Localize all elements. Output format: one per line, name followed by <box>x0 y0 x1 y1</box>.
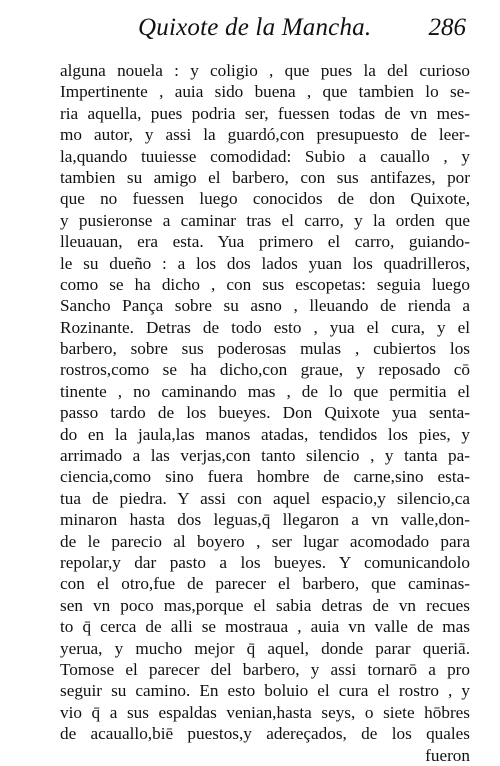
text-line: ria aquella, pues podria ser, fuessen todas de vn mes- <box>60 103 470 123</box>
text-line: como se ha dicho , con sus escopetas: seguia luego <box>60 274 470 294</box>
text-line: tambien su amigo el barbero, con sus antifazes, por <box>60 167 470 187</box>
text-line: que no fuessen luego conocidos de don Quixote, <box>60 189 470 209</box>
text-line: arrimado a las verjas,con tanto silencio , y tanta pa- <box>60 446 470 466</box>
text-line: minaron hasta dos leguas,q̄ llegaron a vn valle,don- <box>60 510 470 530</box>
text-line: alguna nouela : y coligio , que pues la del curioso <box>60 61 470 80</box>
text-line: de le parecio al boyero , ser lugar acomodado para <box>60 531 470 551</box>
text-line: con el otro,fue de parecer el barbero, que caminas- <box>60 574 470 594</box>
text-line: la,quando tuuiesse comodidad: Subio a cauallo , y <box>60 146 470 166</box>
text-line: y pusieronse a caminar tras el carro, y la orden que <box>60 210 470 230</box>
text-line: tinente , no caminando mas , de lo que permitia el <box>60 381 470 401</box>
text-line: Rozinante. Detras de todo esto , yua el cura, y el <box>60 317 470 337</box>
body-text <box>60 60 470 766</box>
text-line: de acauallo,biē puestos,y adereçados, de los quales <box>60 724 470 744</box>
text-line: ciencia,como sino fuera hombre de carne,sino esta- <box>60 467 470 487</box>
text-line: do en la jaula,las manos atadas, tendidos los pies, y <box>60 424 470 444</box>
text-line: lleuauan, era esta. Yua primero el carro, guiando- <box>60 232 470 252</box>
text-line: to q̄ cerca de alli se mostraua , auia vn valle de mas <box>60 617 470 637</box>
text-line: fueron <box>425 745 470 765</box>
text-line: vio q̄ a sus espaldas venian,hasta seys, o siete hōbres <box>60 702 470 722</box>
text-line: Sancho Pança sobre su asno , lleuando de rienda a <box>60 296 470 316</box>
text-line: Impertinente , auia sido buena , que tambien lo se- <box>60 82 470 102</box>
text-line: barbero, sobre sus poderosas mulas , cubiertos los <box>60 339 470 359</box>
text-line: rostros,como se ha dicho,con graue, y reposado cō <box>60 360 470 380</box>
text-line: repolar,y dar pasto a los bueyes. Y comunicandolo <box>60 552 470 572</box>
text-line: le su dueño : a los dos lados yuan los quadrilleros, <box>60 253 470 273</box>
running-title: Quixote de la Mancha. <box>138 14 372 41</box>
text-line: yerua, y mucho mejor q̄ aquel, donde parar queriā. <box>60 638 470 658</box>
text-line: sen vn poco mas,porque el sabia detras de vn recues <box>60 595 470 615</box>
page-number: 286 <box>428 14 466 41</box>
text-line: passo tardo de los bueyes. Don Quixote yua senta- <box>60 403 470 423</box>
page-header <box>60 14 470 54</box>
text-line: mo autor, y assi la guardó,con presupuesto de leer- <box>60 125 470 145</box>
text-line: seguir su camino. En esto boluio el cura el rostro , y <box>60 681 470 701</box>
text-line: tua de piedra. Y assi con aquel espacio,y silencio,ca <box>60 488 470 508</box>
text-line: Tomose el parecer del barbero, y assi tornarō a pro <box>60 659 470 679</box>
